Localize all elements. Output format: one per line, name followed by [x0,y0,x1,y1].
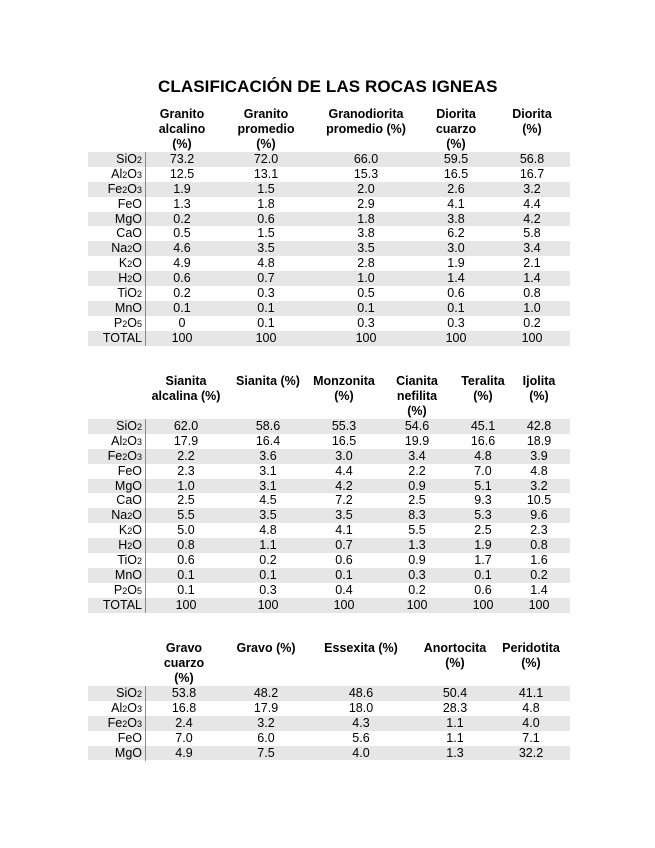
table-cell: 5.6 [352,730,370,745]
table-row [88,464,570,479]
table-cell: 1.6 [530,553,548,568]
table-cell: 4.8 [474,448,492,463]
table-cell: 0.1 [173,300,191,315]
oxide-label: SiO2 [116,419,142,433]
table-cell: 4.0 [352,745,370,760]
table-row [88,508,570,523]
oxide-label: FeO [117,730,142,745]
table-row [88,583,570,598]
table-cell: 4.2 [335,478,353,493]
column-header: Diorita (%) [512,107,552,136]
table-body [88,152,570,346]
table-row [88,731,570,746]
column-header: Teralita (%) [461,374,505,403]
table-cell: 2.5 [177,493,195,508]
table-cell: 0.3 [257,286,275,301]
table-row [88,701,570,716]
table-cell: 54.6 [404,419,430,433]
table-cell: 5.5 [408,523,426,538]
table-cell: 12.5 [169,166,195,181]
oxide-label: Al2O3 [111,166,142,181]
table-cell: 100 [355,330,377,345]
table-cell: 16.4 [255,433,281,448]
table-cell: 3.2 [257,715,275,730]
table-cell: 0.2 [530,567,548,582]
table-cell: 16.5 [331,433,357,448]
table-cell: 4.9 [173,256,191,271]
table-row [88,686,570,701]
oxide-label: Na2O [111,241,142,256]
table-row [88,286,570,301]
table-cell: 1.9 [474,538,492,553]
table-cell: 0.2 [523,315,541,330]
table-cell: 4.6 [173,241,191,256]
table-cell: 0.6 [447,286,465,301]
table-cell: 3.4 [523,241,541,256]
table-cell: 55.3 [331,419,357,433]
table-cell: 3.2 [530,478,548,493]
oxide-label: Al2O3 [111,700,142,715]
oxide-label: TOTAL [102,597,142,612]
column-header: Ijolita (%) [522,374,556,403]
column-header: Diorita cuarzo (%) [435,107,477,151]
table-cell: 41.1 [518,686,544,700]
table-cell: 48.2 [253,686,279,700]
oxide-label: CaO [116,226,142,241]
table-row [88,212,570,227]
page-title: CLASIFICACIÓN DE LAS ROCAS IGNEAS [158,77,498,96]
table-cell: 0.9 [408,478,426,493]
table-cell: 16.7 [519,166,545,181]
table-cell: 1.3 [408,538,426,553]
table-cell: 0.2 [408,582,426,597]
column-header: Sianita alcalina (%) [151,374,221,403]
column-header: Peridotita (%) [502,641,560,670]
label-column-divider [145,419,146,613]
table-body [88,419,570,613]
table-cell: 0.1 [335,567,353,582]
table-cell: 100 [521,330,543,345]
table-cell: 4.4 [523,196,541,211]
table-cell: 1.0 [357,271,375,286]
table-cell: 2.3 [530,523,548,538]
table-cell: 0.2 [173,286,191,301]
table-cell: 6.2 [447,226,465,241]
table-row [88,538,570,553]
table-cell: 16.8 [171,700,197,715]
table-cell: 2.2 [177,448,195,463]
oxide-label: TOTAL [102,330,142,345]
table-cell: 4.5 [259,493,277,508]
oxide-label: K2O [118,523,142,538]
table-cell: 18.0 [348,700,374,715]
table-cell: 100 [255,330,277,345]
table-cell: 0.3 [259,582,277,597]
column-header: Gravo cuarzo (%) [163,641,205,685]
table-cell: 1.8 [257,196,275,211]
table-cell: 100 [472,597,494,612]
table-row [88,226,570,241]
table-cell: 0.1 [257,300,275,315]
oxide-label: MgO [114,478,142,493]
table-cell: 1.1 [446,730,464,745]
table-cell: 0.6 [177,553,195,568]
table-cell: 17.9 [253,700,279,715]
table-cell: 7.0 [175,730,193,745]
composition-table-sianitas [88,374,570,613]
column-header: Granito promedio (%) [237,107,295,151]
table-cell: 4.9 [175,745,193,760]
table-row [88,746,570,761]
table-cell: 53.8 [171,686,197,700]
table-cell: 1.4 [447,271,465,286]
table-row [88,716,570,731]
table-cell: 58.6 [255,419,281,433]
table-cell: 0.8 [523,286,541,301]
column-header: Essexita (%) [324,641,398,655]
table-cell: 4.4 [335,463,353,478]
table-cell: 0.1 [177,582,195,597]
table-cell: 59.5 [443,152,469,166]
oxide-label: SiO2 [116,686,142,700]
table-cell: 0.7 [335,538,353,553]
table-cell: 100 [406,597,428,612]
column-header: Granodiorita promedio (%) [326,107,406,136]
table-cell: 5.8 [523,226,541,241]
oxide-label: TiO2 [117,286,142,301]
table-header [88,374,570,419]
table-cell: 100 [528,597,550,612]
table-cell: 17.9 [173,433,199,448]
table-cell: 5.5 [177,508,195,523]
table-cell: 0.8 [530,538,548,553]
table-row [88,568,570,583]
table-cell: 0.6 [335,553,353,568]
column-header: Sianita (%) [236,374,300,388]
table-cell: 5.1 [474,478,492,493]
table-cell: 0.1 [357,300,375,315]
table-cell: 10.5 [526,493,552,508]
table-cell: 1.4 [523,271,541,286]
table-cell: 45.1 [470,419,496,433]
table-row [88,301,570,316]
oxide-label: CaO [116,493,142,508]
table-cell: 1.5 [257,226,275,241]
table-cell: 0.1 [259,567,277,582]
table-cell: 0.1 [474,567,492,582]
table-cell: 1.9 [173,181,191,196]
table-cell: 3.1 [259,478,277,493]
table-cell: 3.5 [357,241,375,256]
table-cell: 4.2 [523,211,541,226]
table-cell: 1.0 [177,478,195,493]
table-row [88,316,570,331]
table-cell: 9.3 [474,493,492,508]
table-cell: 18.9 [526,433,552,448]
table-row [88,331,570,346]
column-header: Anortocita (%) [423,641,487,670]
table-cell: 72.0 [253,152,279,166]
table-cell: 6.0 [257,730,275,745]
oxide-label: Al2O3 [111,433,142,448]
table-cell: 3.6 [259,448,277,463]
table-cell: 66.0 [353,152,379,166]
table-cell: 0.2 [173,211,191,226]
table-cell: 50.4 [442,686,468,700]
table-cell: 5.0 [177,523,195,538]
table-cell: 3.0 [447,241,465,256]
composition-table-granites [88,107,570,346]
table-cell: 2.4 [175,715,193,730]
table-row [88,434,570,449]
oxide-label: P2O5 [113,582,142,597]
table-cell: 0.1 [257,315,275,330]
oxide-label: P2O5 [113,315,142,330]
table-header [88,641,570,686]
oxide-label: Fe2O3 [107,181,142,196]
table-row [88,197,570,212]
table-cell: 1.7 [474,553,492,568]
table-cell: 0.8 [177,538,195,553]
table-cell: 5.3 [474,508,492,523]
composition-table-gravos [88,641,570,760]
table-cell: 100 [257,597,279,612]
table-cell: 4.8 [257,256,275,271]
column-header: Granito alcalino (%) [158,107,206,151]
table-cell: 4.0 [522,715,540,730]
table-cell: 100 [171,330,193,345]
table-cell: 16.6 [470,433,496,448]
table-row [88,493,570,508]
table-cell: 3.5 [335,508,353,523]
table-cell: 3.0 [335,448,353,463]
table-cell: 1.4 [530,582,548,597]
table-cell: 28.3 [442,700,468,715]
table-row [88,479,570,494]
label-column-divider [145,686,146,761]
table-cell: 0.4 [335,582,353,597]
table-cell: 8.3 [408,508,426,523]
table-cell: 0.3 [357,315,375,330]
table-cell: 2.1 [523,256,541,271]
table-cell: 1.5 [257,181,275,196]
oxide-label: H2O [118,538,142,553]
table-row [88,152,570,167]
table-cell: 0.7 [257,271,275,286]
oxide-label: MgO [114,745,142,760]
table-cell: 1.8 [357,211,375,226]
table-cell: 100 [333,597,355,612]
table-cell: 0.3 [408,567,426,582]
oxide-label: MnO [114,567,142,582]
table-row [88,419,570,434]
table-row [88,598,570,613]
oxide-label: TiO2 [117,553,142,568]
table-cell: 13.1 [253,166,279,181]
table-cell: 100 [445,330,467,345]
table-cell: 7.0 [474,463,492,478]
table-row [88,553,570,568]
table-cell: 0.1 [447,300,465,315]
table-cell: 73.2 [169,152,195,166]
table-cell: 1.9 [447,256,465,271]
oxide-label: Fe2O3 [107,715,142,730]
table-cell: 4.1 [447,196,465,211]
table-cell: 2.9 [357,196,375,211]
table-cell: 1.0 [523,300,541,315]
table-cell: 4.8 [530,463,548,478]
table-cell: 3.9 [530,448,548,463]
table-header [88,107,570,152]
oxide-label: SiO2 [116,152,142,166]
table-row [88,167,570,182]
table-cell: 3.5 [257,241,275,256]
table-cell: 2.2 [408,463,426,478]
table-cell: 0.2 [259,553,277,568]
table-cell: 3.1 [259,463,277,478]
table-cell: 48.6 [348,686,374,700]
oxide-label: H2O [118,271,142,286]
table-cell: 4.1 [335,523,353,538]
table-cell: 100 [175,597,197,612]
table-cell: 4.8 [259,523,277,538]
table-cell: 2.8 [357,256,375,271]
table-row [88,449,570,464]
table-cell: 2.0 [357,181,375,196]
table-cell: 3.5 [259,508,277,523]
label-column-divider [145,152,146,346]
table-cell: 3.8 [447,211,465,226]
table-cell: 1.3 [446,745,464,760]
table-cell: 2.5 [474,523,492,538]
table-cell: 7.1 [522,730,540,745]
table-cell: 0.6 [257,211,275,226]
table-cell: 9.6 [530,508,548,523]
table-row [88,182,570,197]
table-cell: 0.3 [447,315,465,330]
table-cell: 16.5 [443,166,469,181]
table-cell: 7.5 [257,745,275,760]
table-cell: 0.5 [173,226,191,241]
table-cell: 0.9 [408,553,426,568]
table-cell: 2.3 [177,463,195,478]
table-cell: 0.5 [357,286,375,301]
oxide-label: FeO [117,463,142,478]
table-cell: 3.8 [357,226,375,241]
oxide-label: K2O [118,256,142,271]
table-cell: 42.8 [526,419,552,433]
table-cell: 1.3 [173,196,191,211]
table-cell: 2.6 [447,181,465,196]
table-cell: 19.9 [404,433,430,448]
table-cell: 1.1 [446,715,464,730]
table-cell: 0 [178,315,186,330]
table-cell: 0.1 [177,567,195,582]
oxide-label: Na2O [111,508,142,523]
oxide-label: FeO [117,196,142,211]
table-cell: 4.3 [352,715,370,730]
table-cell: 4.8 [522,700,540,715]
table-row [88,241,570,256]
table-cell: 0.6 [474,582,492,597]
table-row [88,256,570,271]
table-cell: 1.1 [259,538,277,553]
table-row [88,523,570,538]
table-row [88,271,570,286]
column-header: Gravo (%) [236,641,296,655]
table-cell: 32.2 [518,745,544,760]
column-header: Monzonita (%) [313,374,375,403]
column-header: Cianita nefilita (%) [396,374,438,418]
table-cell: 7.2 [335,493,353,508]
table-cell: 0.6 [173,271,191,286]
table-cell: 56.8 [519,152,545,166]
oxide-label: MgO [114,211,142,226]
table-cell: 3.4 [408,448,426,463]
oxide-label: MnO [114,300,142,315]
oxide-label: Fe2O3 [107,448,142,463]
table-body [88,686,570,760]
table-cell: 62.0 [173,419,199,433]
table-cell: 15.3 [353,166,379,181]
table-cell: 2.5 [408,493,426,508]
table-cell: 3.2 [523,181,541,196]
